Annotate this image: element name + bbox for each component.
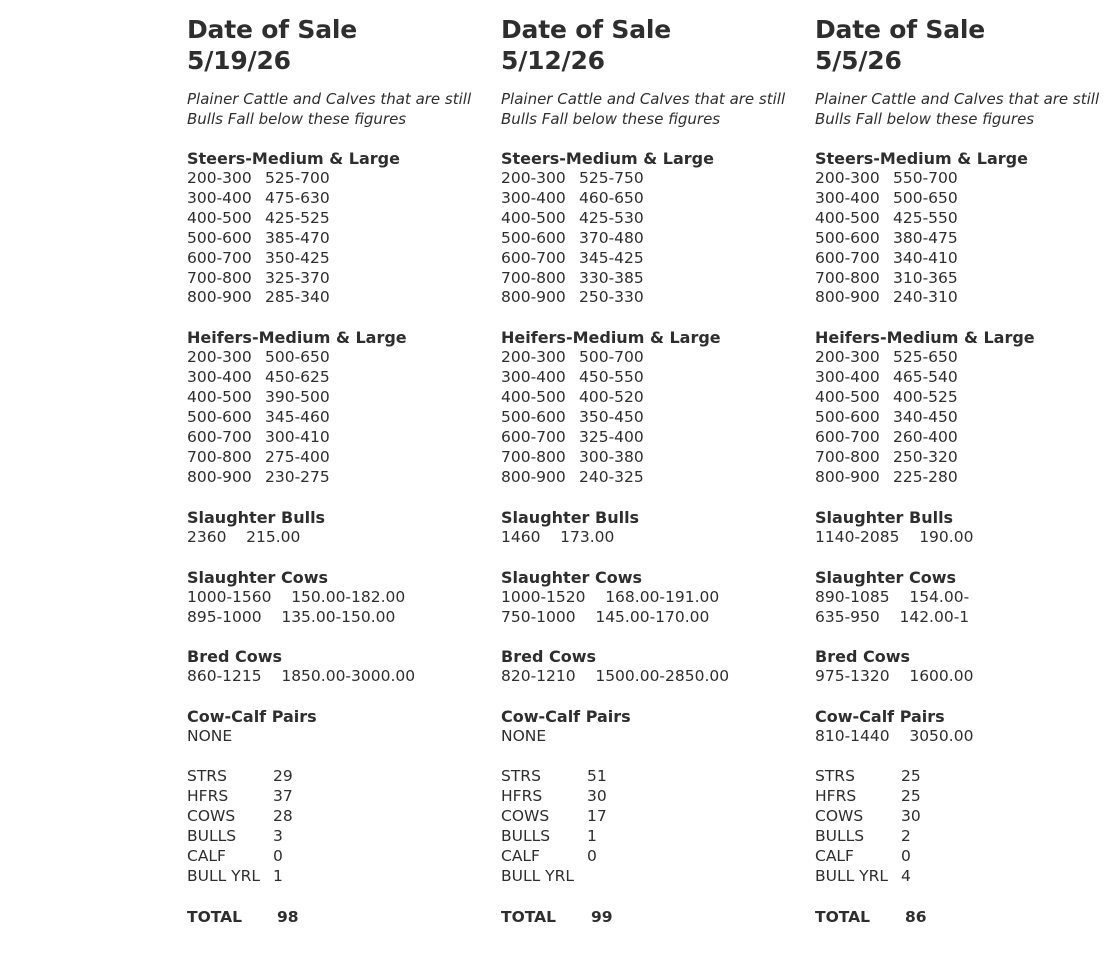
count-label: COWS <box>815 807 864 826</box>
price-range: 525-650 <box>893 348 958 367</box>
sale-date: 5/19/26 <box>187 46 291 75</box>
weight-range: 800-900 <box>187 467 252 486</box>
heifers-price-row <box>815 368 1115 388</box>
count-label: BULLS <box>815 826 865 845</box>
steers-price-row <box>815 169 1115 189</box>
weight-range: 800-900 <box>815 288 880 307</box>
price-range: 345-460 <box>265 408 330 427</box>
steers-price-row <box>501 288 801 308</box>
steers-price-row <box>187 229 487 249</box>
price-range: 260-400 <box>893 427 958 446</box>
disclaimer-line: Bulls Fall below these figures <box>187 110 407 128</box>
price-range: 500-650 <box>265 348 330 367</box>
count-label: CALF <box>815 846 854 865</box>
count-label: BULL YRL <box>501 866 575 885</box>
heifers-price-row <box>815 388 1115 408</box>
price-range: 240-325 <box>579 467 644 486</box>
count-value: 30 <box>901 807 921 826</box>
sale-date: 5/12/26 <box>501 46 605 75</box>
count-value: 3 <box>273 826 283 845</box>
steers-price-row <box>187 249 487 269</box>
head-count-row <box>187 787 487 807</box>
weight-range: 200-300 <box>187 169 252 187</box>
count-label: STRS <box>501 767 541 786</box>
count-value: 29 <box>273 767 293 786</box>
weight-range: 800-900 <box>187 288 252 307</box>
weight-range: 300-400 <box>815 368 880 387</box>
steers-price-row <box>815 249 1115 269</box>
weight-range: 600-700 <box>187 248 252 267</box>
count-value: 0 <box>587 846 597 865</box>
count-label: BULL YRL <box>815 866 889 885</box>
count-value: 1 <box>587 826 597 845</box>
price-range: 460-650 <box>579 188 644 207</box>
head-counts <box>501 767 801 886</box>
slaughter-bulls-section-title: Slaughter Bulls <box>501 507 640 527</box>
steers-price-row <box>501 229 801 249</box>
slaughter-bulls-section-title: Slaughter Bulls <box>187 507 326 527</box>
count-label: HFRS <box>187 787 229 806</box>
bred-cows-line: 975-1320 1600.00 <box>815 667 974 686</box>
price-range: 525-700 <box>265 169 330 187</box>
disclaimer-line: Plainer Cattle and Calves that are still <box>815 90 1100 108</box>
pairs-section-title: Cow-Calf Pairs <box>187 707 317 727</box>
heifers-section-title: Heifers-Medium & Large <box>187 328 407 348</box>
price-range: 465-540 <box>893 368 958 387</box>
total-label: TOTAL <box>501 907 556 926</box>
heifers-price-row <box>501 348 801 368</box>
sale-date: 5/5/26 <box>815 46 902 75</box>
price-range: 340-410 <box>893 248 958 267</box>
weight-range: 600-700 <box>501 248 566 267</box>
price-range: 300-380 <box>579 447 644 466</box>
heifers-price-row <box>187 348 487 368</box>
count-label: STRS <box>815 767 855 786</box>
heifers-price-row <box>187 368 487 388</box>
heifers-price-row <box>187 428 487 448</box>
price-range: 500-700 <box>579 348 644 367</box>
steers-price-row <box>187 288 487 308</box>
steers-price-row <box>187 169 487 189</box>
weight-range: 200-300 <box>501 348 566 367</box>
price-range: 340-450 <box>893 408 958 427</box>
heifers-price-row <box>501 428 801 448</box>
price-range: 250-320 <box>893 447 958 466</box>
weight-range: 800-900 <box>815 467 880 486</box>
heifers-price-row <box>501 468 801 488</box>
head-count-row <box>815 807 1115 827</box>
weight-range: 800-900 <box>501 288 566 307</box>
disclaimer-note <box>815 89 1115 129</box>
weight-range: 700-800 <box>501 447 566 466</box>
price-range: 425-525 <box>265 208 330 227</box>
price-range: 350-425 <box>265 248 330 267</box>
price-range: 400-525 <box>893 388 958 407</box>
count-label: CALF <box>187 846 226 865</box>
total-value: 98 <box>277 907 299 926</box>
weight-range: 200-300 <box>815 348 880 367</box>
price-range: 345-425 <box>579 248 644 267</box>
price-range: 330-385 <box>579 268 644 287</box>
bred-cows-section-title: Bred Cows <box>815 647 910 667</box>
weight-range: 700-800 <box>815 447 880 466</box>
steers-price-row <box>501 249 801 269</box>
price-range: 240-310 <box>893 288 958 307</box>
weight-range: 500-600 <box>815 408 880 427</box>
heifers-price-row <box>187 468 487 488</box>
heifers-price-row <box>501 448 801 468</box>
heifers-price-row <box>501 388 801 408</box>
count-label: CALF <box>501 846 540 865</box>
steers-section-title: Steers-Medium & Large <box>815 149 1028 168</box>
steers-price-row <box>815 288 1115 308</box>
bred-cows-section-title: Bred Cows <box>187 647 282 667</box>
price-range: 230-275 <box>265 467 330 486</box>
slaughter-cows-section-title: Slaughter Cows <box>501 567 643 587</box>
weight-range: 400-500 <box>815 208 880 227</box>
weight-range: 500-600 <box>187 228 252 247</box>
count-value: 2 <box>901 826 911 845</box>
heifers-price-row <box>815 408 1115 428</box>
price-range: 475-630 <box>265 188 330 207</box>
price-range: 450-625 <box>265 368 330 387</box>
head-count-row <box>187 827 487 847</box>
weight-range: 600-700 <box>187 427 252 446</box>
steers-section-title: Steers-Medium & Large <box>187 149 400 168</box>
head-count-row <box>815 867 1115 887</box>
slaughter-cows-line: 1000-1560 150.00-182.00 <box>187 587 406 606</box>
steers-price-row <box>815 229 1115 249</box>
price-range: 275-400 <box>265 447 330 466</box>
head-count-row <box>501 827 801 847</box>
sale-column <box>501 14 801 927</box>
weight-range: 400-500 <box>187 208 252 227</box>
weight-range: 300-400 <box>815 188 880 207</box>
heifers-price-row <box>187 388 487 408</box>
slaughter-bulls-line: 2360 215.00 <box>187 527 301 546</box>
price-range: 450-550 <box>579 368 644 387</box>
head-count-row <box>187 847 487 867</box>
count-value: 0 <box>901 846 911 865</box>
pairs-section-title: Cow-Calf Pairs <box>815 707 945 727</box>
price-range: 325-370 <box>265 268 330 287</box>
count-value: 25 <box>901 767 921 786</box>
sale-column <box>815 14 1115 927</box>
heifers-price-row <box>501 408 801 428</box>
total-label: TOTAL <box>815 907 870 926</box>
disclaimer-line: Plainer Cattle and Calves that are still <box>501 90 786 108</box>
head-count-row <box>501 787 801 807</box>
price-range: 300-410 <box>265 427 330 446</box>
weight-range: 500-600 <box>501 408 566 427</box>
weight-range: 500-600 <box>187 408 252 427</box>
count-value: 4 <box>901 866 911 885</box>
price-range: 310-365 <box>893 268 958 287</box>
slaughter-cows-line: 635-950 142.00-1 <box>815 607 970 626</box>
disclaimer-note <box>501 89 801 129</box>
count-label: HFRS <box>815 787 857 806</box>
total-row <box>815 907 1115 927</box>
count-value: 0 <box>273 846 283 865</box>
head-count-row <box>501 807 801 827</box>
bred-cows-section-title: Bred Cows <box>501 647 596 667</box>
head-count-row <box>815 827 1115 847</box>
steers-price-row <box>187 269 487 289</box>
head-count-row <box>187 807 487 827</box>
price-range: 425-530 <box>579 208 644 227</box>
heifers-price-row <box>501 368 801 388</box>
steers-price-row <box>187 209 487 229</box>
pairs-line: 810-1440 3050.00 <box>815 727 974 746</box>
slaughter-cows-section-title: Slaughter Cows <box>187 567 329 587</box>
price-range: 350-450 <box>579 408 644 427</box>
price-range: 325-400 <box>579 427 644 446</box>
head-count-row <box>501 867 801 887</box>
sale-title: Date of Sale <box>815 15 985 44</box>
weight-range: 700-800 <box>501 268 566 287</box>
slaughter-bulls-line: 1460 173.00 <box>501 527 615 546</box>
head-count-row <box>815 767 1115 787</box>
heifers-price-row <box>187 408 487 428</box>
weight-range: 800-900 <box>501 467 566 486</box>
count-value: 28 <box>273 807 293 826</box>
weight-range: 600-700 <box>815 248 880 267</box>
price-range: 250-330 <box>579 288 644 307</box>
weight-range: 700-800 <box>815 268 880 287</box>
head-count-row <box>501 767 801 787</box>
slaughter-cows-line: 895-1000 135.00-150.00 <box>187 607 396 626</box>
price-range: 500-650 <box>893 188 958 207</box>
count-label: BULLS <box>501 826 551 845</box>
weight-range: 600-700 <box>815 427 880 446</box>
slaughter-cows-line: 890-1085 154.00- <box>815 587 970 606</box>
price-range: 380-475 <box>893 228 958 247</box>
head-count-row <box>187 867 487 887</box>
steers-price-row <box>501 169 801 189</box>
weight-range: 400-500 <box>501 388 566 407</box>
steers-price-row <box>815 269 1115 289</box>
disclaimer-line: Bulls Fall below these figures <box>501 110 721 128</box>
total-value: 86 <box>905 907 927 926</box>
sale-title: Date of Sale <box>501 15 671 44</box>
count-label: BULLS <box>187 826 237 845</box>
bred-cows-line: 860-1215 1850.00-3000.00 <box>187 667 416 686</box>
count-value: 37 <box>273 787 293 806</box>
heifers-price-row <box>815 448 1115 468</box>
count-label: HFRS <box>501 787 543 806</box>
price-range: 550-700 <box>893 169 958 187</box>
weight-range: 300-400 <box>187 188 252 207</box>
count-label: STRS <box>187 767 227 786</box>
weight-range: 400-500 <box>187 388 252 407</box>
heifers-price-row <box>815 428 1115 448</box>
head-count-row <box>501 847 801 867</box>
steers-section-title: Steers-Medium & Large <box>501 149 714 168</box>
head-count-row <box>815 787 1115 807</box>
price-range: 370-480 <box>579 228 644 247</box>
weight-range: 300-400 <box>187 368 252 387</box>
total-row <box>501 907 801 927</box>
slaughter-bulls-line: 1140-2085 190.00 <box>815 527 974 546</box>
steers-price-row <box>501 209 801 229</box>
count-value: 25 <box>901 787 921 806</box>
head-counts <box>815 767 1115 886</box>
heifers-price-row <box>815 348 1115 368</box>
steers-price-row <box>815 189 1115 209</box>
pairs-line: NONE <box>187 727 233 746</box>
pairs-line: NONE <box>501 727 547 746</box>
total-label: TOTAL <box>187 907 242 926</box>
price-range: 425-550 <box>893 208 958 227</box>
pairs-section-title: Cow-Calf Pairs <box>501 707 631 727</box>
count-label: COWS <box>187 807 236 826</box>
price-range: 285-340 <box>265 288 330 307</box>
price-range: 525-750 <box>579 169 644 187</box>
heifers-section-title: Heifers-Medium & Large <box>815 328 1035 348</box>
weight-range: 200-300 <box>187 348 252 367</box>
slaughter-cows-line: 1000-1520 168.00-191.00 <box>501 587 720 606</box>
weight-range: 500-600 <box>501 228 566 247</box>
weight-range: 200-300 <box>815 169 880 187</box>
sale-title: Date of Sale <box>187 15 357 44</box>
price-range: 385-470 <box>265 228 330 247</box>
steers-price-row <box>501 269 801 289</box>
count-value: 30 <box>587 787 607 806</box>
weight-range: 400-500 <box>815 388 880 407</box>
steers-price-row <box>815 209 1115 229</box>
slaughter-cows-section-title: Slaughter Cows <box>815 567 957 587</box>
sale-column <box>187 14 487 927</box>
slaughter-bulls-section-title: Slaughter Bulls <box>815 507 954 527</box>
head-count-row <box>815 847 1115 867</box>
weight-range: 500-600 <box>815 228 880 247</box>
weight-range: 700-800 <box>187 268 252 287</box>
slaughter-cows-line: 750-1000 145.00-170.00 <box>501 607 710 626</box>
weight-range: 200-300 <box>501 169 566 187</box>
count-value: 17 <box>587 807 607 826</box>
price-range: 225-280 <box>893 467 958 486</box>
head-counts <box>187 767 487 886</box>
steers-price-row <box>187 189 487 209</box>
count-label: BULL YRL <box>187 866 261 885</box>
weight-range: 700-800 <box>187 447 252 466</box>
count-value: 51 <box>587 767 607 786</box>
weight-range: 600-700 <box>501 427 566 446</box>
count-label: COWS <box>501 807 550 826</box>
heifers-price-row <box>815 468 1115 488</box>
price-range: 400-520 <box>579 388 644 407</box>
disclaimer-line: Plainer Cattle and Calves that are still <box>187 90 472 108</box>
heifers-price-row <box>187 448 487 468</box>
weight-range: 300-400 <box>501 368 566 387</box>
disclaimer-line: Bulls Fall below these figures <box>815 110 1035 128</box>
total-value: 99 <box>591 907 613 926</box>
heifers-section-title: Heifers-Medium & Large <box>501 328 721 348</box>
weight-range: 400-500 <box>501 208 566 227</box>
bred-cows-line: 820-1210 1500.00-2850.00 <box>501 667 730 686</box>
disclaimer-note <box>187 89 487 129</box>
weight-range: 300-400 <box>501 188 566 207</box>
total-row <box>187 907 487 927</box>
count-value: 1 <box>273 866 283 885</box>
steers-price-row <box>501 189 801 209</box>
price-range: 390-500 <box>265 388 330 407</box>
head-count-row <box>187 767 487 787</box>
